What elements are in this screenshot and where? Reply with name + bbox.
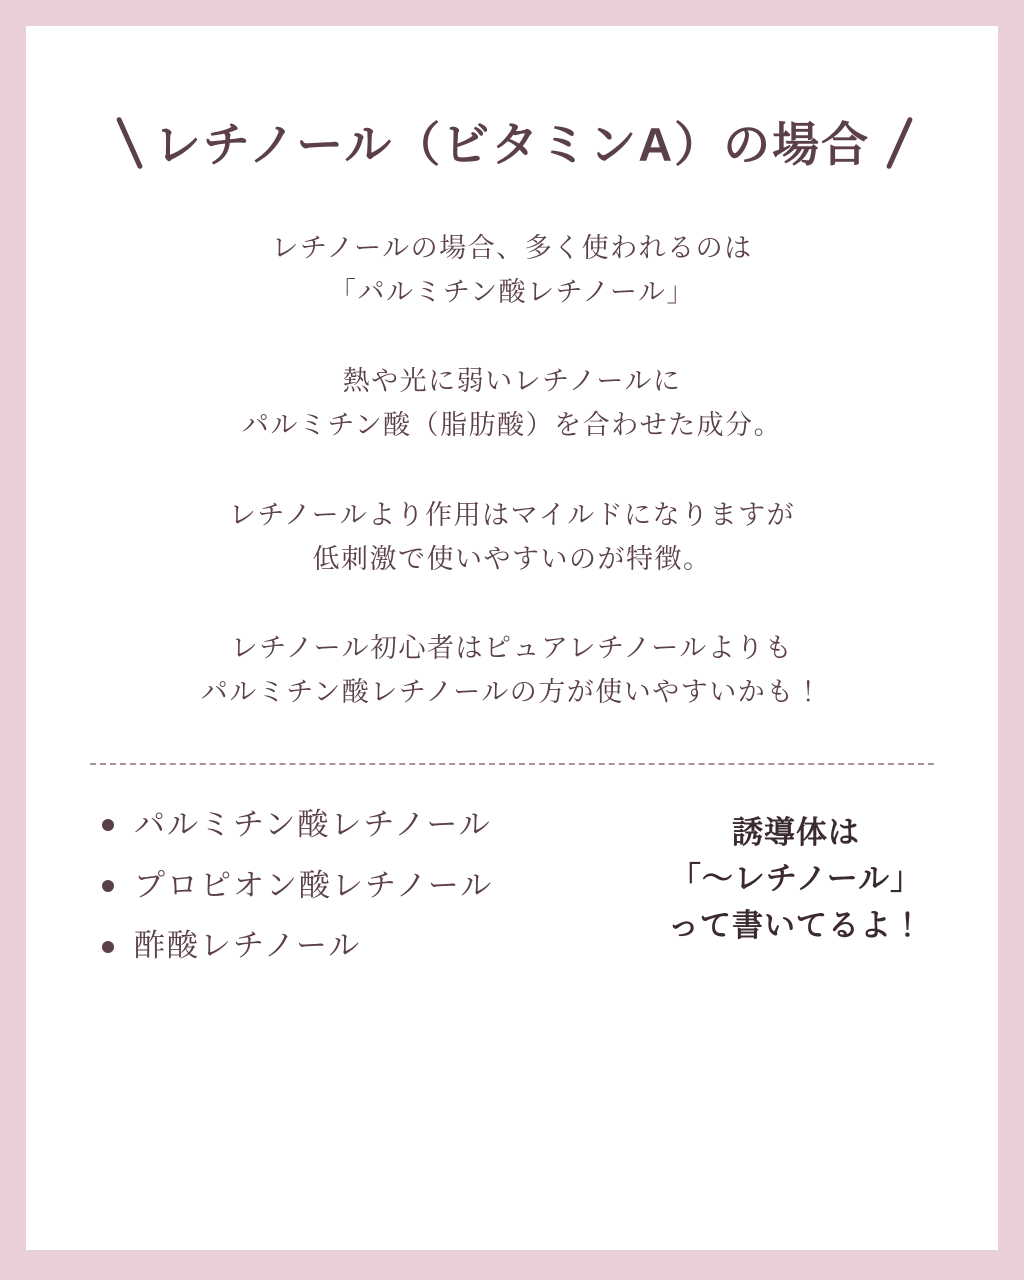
handwritten-note (668, 806, 940, 950)
bottom-section (84, 806, 940, 966)
paragraph-2-line-2: パルミチン酸（脂肪酸）を合わせた成分。 (241, 410, 783, 441)
title-right-slash-icon (880, 113, 914, 171)
paragraph-4-line-2: パルミチン酸レチノールの方が使いやすいかも！ (200, 677, 824, 708)
paragraph-3-line-2: 低刺激で使いやすいのが特徴。 (312, 543, 712, 574)
page-title-text: レチノール（ビタミンA）の場合 (153, 118, 871, 171)
paragraph-1 (84, 227, 940, 314)
paragraph-1-line-1: レチノールの場合、多く使われるのは (271, 233, 753, 263)
derivative-list (84, 806, 493, 966)
paragraph-2-line-1: 熱や光に弱いレチノールに (342, 366, 682, 397)
note-line-1: 誘導体は (732, 814, 860, 850)
list-item (102, 806, 493, 845)
bullet-dot-icon (102, 941, 114, 953)
paragraph-3-line-1: レチノールより作用はマイルドになりますが (228, 499, 796, 530)
content-card (26, 26, 998, 1250)
list-item (102, 867, 493, 906)
paragraph-1-line-2: 「パルミチン酸レチノール」 (329, 276, 695, 307)
list-item-label: パルミチン酸レチノール (134, 806, 492, 842)
note-line-2: 「〜レチノール」 (669, 861, 923, 897)
section-divider (90, 763, 934, 766)
list-item-label: 酢酸レチノール (134, 928, 362, 964)
page-title (84, 108, 940, 175)
note-line-3: って書いてるよ！ (668, 907, 924, 943)
paragraph-3 (84, 494, 940, 581)
bullet-dot-icon (102, 880, 114, 892)
title-left-slash-icon (110, 113, 144, 171)
list-item (102, 927, 493, 966)
paragraph-2 (84, 360, 940, 447)
list-item-label: プロピオン酸レチノール (134, 867, 494, 903)
body-text-block (84, 227, 940, 715)
paragraph-4 (84, 627, 940, 714)
bullet-dot-icon (102, 819, 114, 831)
paragraph-4-line-1: レチノール初心者はピュアレチノールよりも (230, 633, 794, 664)
